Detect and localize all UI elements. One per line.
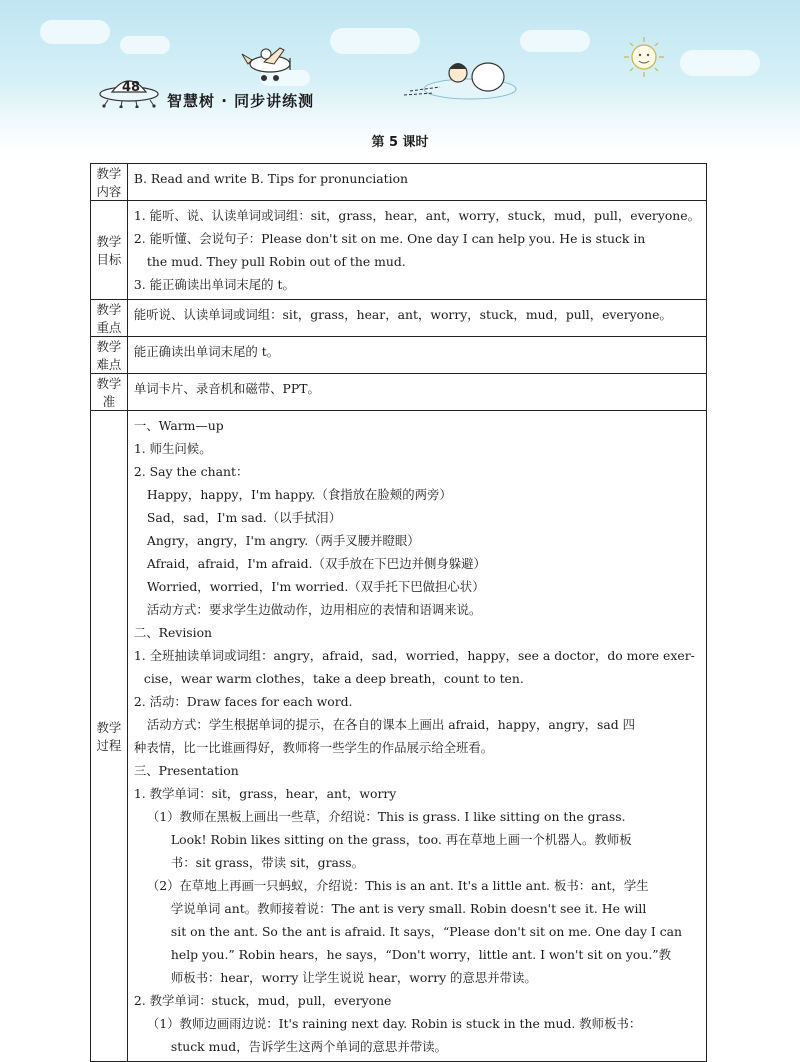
- table-row: [91, 374, 707, 411]
- process-line: Angry，angry，I'm angry.（两手叉腰并瞪眼）: [146, 533, 420, 548]
- process-line: Afraid，afraid，I'm afraid.（双手放在下巴边并侧身躲避）: [146, 556, 486, 571]
- cloud-decoration: [330, 28, 420, 54]
- goal-line: 2. 能听懂、会说句子：Please don't sit on me. One day I can help you. He is stuck in: [133, 231, 646, 246]
- process-line: stuck mud，告诉学生这两个单词的意思并带读。: [170, 1039, 447, 1054]
- process-line: 一、Warm—up: [133, 418, 224, 433]
- process-line: Sad，sad，I'm sad.（以手拭泪）: [146, 510, 342, 525]
- process-line: 1. 教学单词：sit，grass，hear，ant，worry: [133, 786, 397, 801]
- table-row: [91, 201, 707, 300]
- preparation-cell: [127, 374, 706, 411]
- table-row: [91, 300, 707, 337]
- key-points-value: 能听说、认读单词或词组：sit，grass，hear，ant，worry，stuck，mud，pull，everyone。: [133, 307, 672, 322]
- process-line: sit on the ant. So the ant is afraid. It says，“Please don't sit on me. One day I can: [170, 924, 683, 939]
- process-line: 1. 全班抽读单词或词组：angry，afraid，sad，worried，happy，see a doctor，do more exer-: [133, 648, 695, 663]
- process-line: 种表情，比一比谁画得好，教师将一些学生的作品展示给全班看。: [133, 740, 494, 755]
- table-row: [91, 337, 707, 374]
- process-line: 学说单词 ant。教师接着说：The ant is very small. Robin doesn't see it. He will: [170, 901, 647, 916]
- difficulty-label: 教学难点: [91, 337, 128, 374]
- process-line: 活动方式：学生根据单词的提示，在各自的课本上画出 afraid，happy，angry，sad 四: [146, 717, 635, 732]
- process-line: Worried，worried，I'm worried.（双手托下巴做担心状）: [146, 579, 485, 594]
- kid-on-cloud-icon: [400, 55, 520, 103]
- process-line: 书：sit grass，带读 sit，grass。: [170, 855, 365, 870]
- process-line: 二、Revision: [133, 625, 213, 640]
- process-line: Look! Robin likes sitting on the grass，too. 再在草地上画一个机器人。教师板: [170, 832, 632, 847]
- process-line: help you.” Robin hears，he says，“Don't worry，little ant. I won't sit on you.”教: [170, 947, 671, 962]
- cloud-decoration: [680, 50, 760, 76]
- preparation-value: 单词卡片、录音机和磁带、PPT。: [133, 381, 320, 396]
- cloud-decoration: [120, 36, 170, 54]
- process-line: 2. 活动：Draw faces for each word.: [133, 694, 353, 709]
- cloud-decoration: [520, 30, 590, 52]
- page-number: 48: [121, 80, 141, 95]
- key-points-cell: [127, 300, 706, 337]
- key-points-label: 教学重点: [91, 300, 128, 337]
- cloud-decoration: [40, 20, 110, 44]
- process-line: （1）教师边画雨边说：It's raining next day. Robin is stuck in the mud. 教师板书：: [146, 1016, 642, 1031]
- airplane-icon: [240, 40, 300, 82]
- process-line: cise，wear warm clothes，take a deep breath，count to ten.: [143, 671, 524, 686]
- process-line: 2. Say the chant：: [133, 464, 249, 479]
- process-line: 1. 师生问候。: [133, 441, 212, 456]
- process-line: 活动方式：要求学生边做动作，边用相应的表情和语调来说。: [146, 602, 482, 617]
- lesson-title: 第 5 课时: [371, 135, 429, 150]
- goal-line: 1. 能听、说、认读单词或词组：sit，grass，hear，ant，worry，stuck，mud，pull，everyone。: [133, 208, 700, 223]
- process-label: 教学过程: [91, 411, 128, 1062]
- goals-cell: [127, 201, 706, 300]
- process-line: Happy，happy，I'm happy.（食指放在脸颊的两旁）: [146, 487, 452, 502]
- process-line: 三、Presentation: [133, 763, 239, 778]
- content-value: B. Read and write B. Tips for pronunciation: [133, 171, 409, 186]
- process-line: 2. 教学单词：stuck，mud，pull，everyone: [133, 993, 392, 1008]
- lesson-plan-table: [90, 163, 707, 1062]
- difficulty-cell: [127, 337, 706, 374]
- table-row: [91, 411, 707, 1062]
- process-line: （1）教师在黑板上画出一些草，介绍说：This is grass. I like sitting on the grass.: [146, 809, 626, 824]
- brand-title: 智慧树 · 同步讲练测: [167, 92, 315, 110]
- table-row: [91, 164, 707, 201]
- sun-icon: [622, 35, 666, 79]
- content-label: 教学内容: [91, 164, 128, 201]
- process-cell: [127, 411, 706, 1062]
- process-line: 师板书：hear，worry 让学生说说 hear，worry 的意思并带读。: [170, 970, 537, 985]
- content-cell: [127, 164, 706, 201]
- process-line: （2）在草地上再画一只蚂蚁，介绍说：This is an ant. It's a little ant. 板书：ant，学生: [146, 878, 649, 893]
- goal-line: the mud. They pull Robin out of the mud.: [146, 254, 406, 269]
- preparation-label: 教学准: [91, 374, 128, 411]
- goal-line: 3. 能正确读出单词末尾的 t。: [133, 277, 295, 292]
- goals-label: 教学目标: [91, 201, 128, 300]
- difficulty-value: 能正确读出单词末尾的 t。: [133, 344, 280, 359]
